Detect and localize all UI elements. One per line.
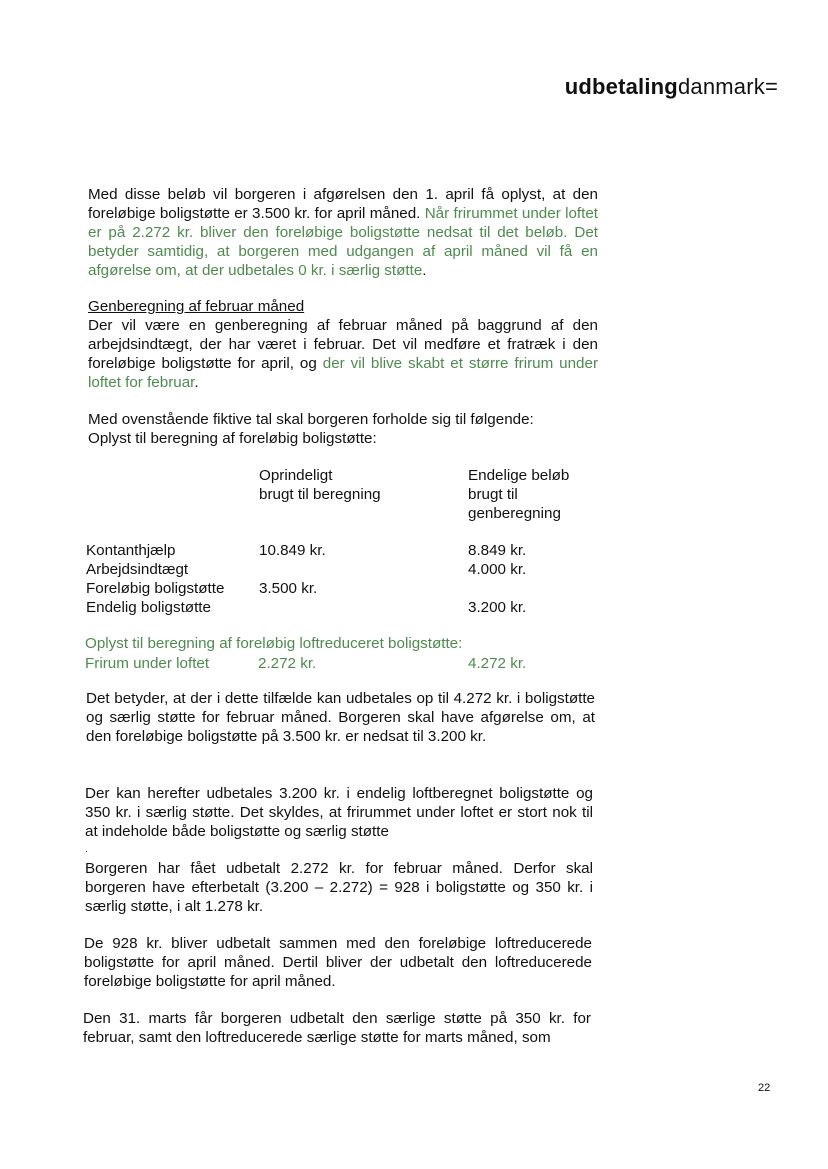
stray-period: .	[85, 844, 88, 855]
table-header-final-line2: brugt til	[468, 486, 518, 503]
logo-bold-text: udbetaling	[564, 74, 678, 99]
loft-title: Oplyst til beregning af foreløbig loftreduceret boligstøtte:	[85, 635, 463, 652]
table-header-final-line1: Endelige beløb	[468, 467, 570, 484]
intro-line-2: Oplyst til beregning af foreløbig boligstøtte:	[88, 430, 377, 447]
frirum-final: 4.272 kr.	[468, 655, 527, 672]
intro-lines	[88, 410, 598, 448]
table-row-final: 3.200 kr.	[468, 599, 527, 616]
table-header-original-line1: Oprindeligt	[259, 467, 333, 484]
table-row-final: 8.849 kr.	[468, 542, 527, 559]
paragraph-udbetales: Der kan herefter udbetales 3.200 kr. i endelig loftberegnet boligstøtte og 350 kr. i særlig støtte. Det skyldes, at frirummet under loftet er stort nok til at indeholde både boligstøtte og særlig støtte	[85, 785, 593, 840]
paragraph-intro-end: .	[422, 262, 427, 279]
paragraph-intro	[88, 185, 598, 280]
logo-regular-text: danmark=	[677, 74, 778, 99]
table-header-original-line2: brugt til beregning	[259, 486, 381, 503]
table-header-final	[468, 466, 569, 523]
table-header-original	[259, 466, 381, 504]
section-text-end: .	[194, 374, 199, 391]
section-text-green: der vil blive skabt et større frirum under loftet for februar	[88, 355, 598, 391]
udbetaling-danmark-logo	[565, 74, 778, 100]
intro-line-1: Med ovenstående fiktive tal skal borgeren forholde sig til følgende:	[88, 411, 534, 428]
paragraph-det-betyder: Det betyder, at der i dette tilfælde kan udbetales op til 4.272 kr. i boligstøtte og særlig støtte for februar måned. Borgeren skal have afgørelse om, at den foreløbige boligstøtte på 3.500 kr. er nedsat til 3.200 kr.	[86, 690, 595, 745]
table-row-final: 4.000 kr.	[468, 561, 527, 578]
paragraph-31-marts: Den 31. marts får borgeren udbetalt den særlige støtte på 350 kr. for februar, samt den loftreducerede særlige støtte for marts måned, som	[83, 1010, 591, 1046]
table-header-final-line3: genberegning	[468, 505, 561, 522]
page-number: 22	[758, 1082, 771, 1094]
table-row-label: Foreløbig boligstøtte	[86, 580, 225, 597]
table-row-label: Kontanthjælp	[86, 542, 176, 559]
section-text-black: Der vil være en genberegning af februar måned på baggrund af den arbejdsindtægt, der har været i februar. Det vil medføre et fratræk i den foreløbige boligstøtte for april, og	[88, 317, 598, 372]
frirum-original: 2.272 kr.	[258, 655, 317, 672]
section-genberegning	[88, 297, 598, 392]
section-heading: Genberegning af februar måned	[88, 298, 305, 315]
table-row-label: Endelig boligstøtte	[86, 599, 211, 616]
paragraph-intro-green: Når frirummet under loftet er på 2.272 kr. bliver den foreløbige boligstøtte nedsat til det beløb. Det betyder samtidig, at borgeren med udgangen af april måned vil få en afgørelse om, at der udbetales 0 kr. i særlig støtte	[88, 205, 598, 279]
paragraph-928: De 928 kr. bliver udbetalt sammen med den foreløbige loftreducerede boligstøtte for april måned. Dertil bliver der udbetalt den loftreducerede foreløbige boligstøtte for april måned.	[84, 935, 592, 990]
table-row-original: 10.849 kr.	[259, 542, 326, 559]
table-row-original: 3.500 kr.	[259, 580, 318, 597]
paragraph-intro-black: Med disse beløb vil borgeren i afgørelsen den 1. april få oplyst, at den foreløbige boligstøtte er 3.500 kr. for april måned.	[88, 186, 598, 222]
paragraph-efterbetalt: Borgeren har fået udbetalt 2.272 kr. for februar måned. Derfor skal borgeren have efterbetalt (3.200 – 2.272) = 928 i boligstøtte og 350 kr. i særlig støtte, i alt 1.278 kr.	[85, 860, 593, 915]
table-row-label: Arbejdsindtægt	[86, 561, 189, 578]
frirum-label: Frirum under loftet	[85, 655, 210, 672]
